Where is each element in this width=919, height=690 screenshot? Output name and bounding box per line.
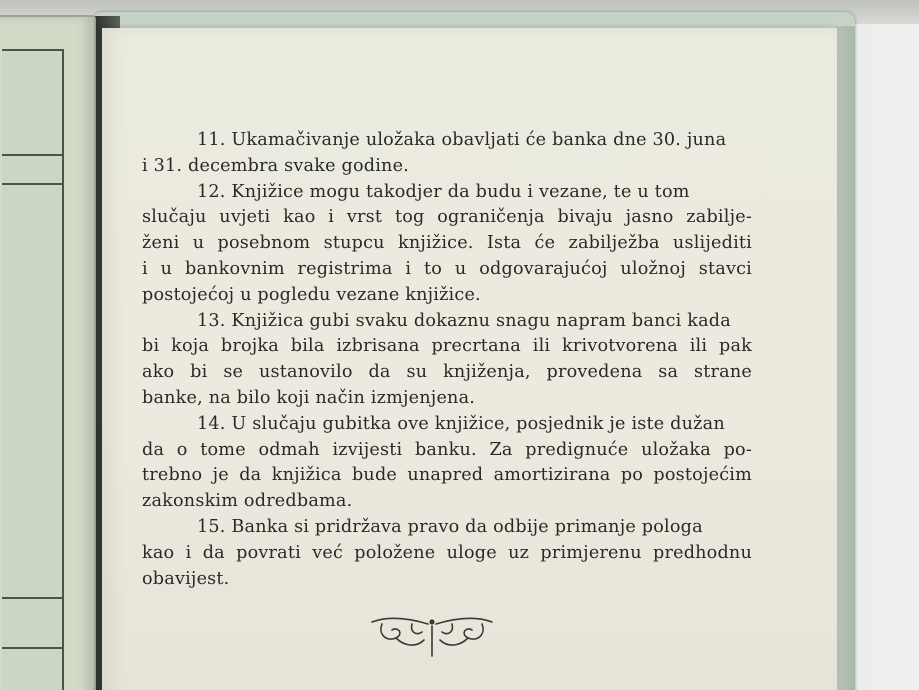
text-line: slučaju uvjeti kao i vrst tog ograničenja bivaju jasno zabilje- [142,207,752,228]
left-page-rule [2,183,62,185]
text-line: kao i da povrati već položene uloge uz primjerenu predhodnu [142,542,752,563]
paragraph-11 [142,128,752,180]
left-page-ruled-box [2,49,64,690]
text-line: zakonskim odredbama. [142,491,353,512]
text-line: 12. Knjižice mogu takodjer da budu i vezane, te u tom [197,181,690,202]
text-line: ženi u posebnom stupcu knjižice. Ista će zabilježba uslijediti [142,233,752,254]
left-page-rule [2,597,62,599]
paragraph-12 [142,180,752,309]
text-line: 13. Knjižica gubi svaku dokaznu snagu napram banci kada [197,310,731,331]
text-line: ako bi se ustanovilo da su knjiženja, provedena sa strane [142,362,752,383]
text-line: bi koja brojka bila izbrisana precrtana ili krivotvorena ili pak [142,336,752,357]
text-line: banke, na bilo koji način izmjenjena. [142,387,476,408]
paragraph-14 [142,412,752,515]
text-line: 11. Ukamačivanje uložaka obavljati će banka dne 30. juna [197,130,727,150]
left-page-rule [2,154,62,156]
paragraph-15 [142,515,752,592]
text-line: 15. Banka si pridržava pravo da odbije primanje pologa [197,516,703,537]
left-page [0,15,96,690]
text-line: trebno je da knjižica bude unapred amortizirana po postojećim [142,465,752,486]
text-line: da o tome odmah izvijesti banku. Za predignuće uložaka po- [142,439,752,460]
text-line: i u bankovnim registrima i to u odgovarajućoj uložnoj stavci [142,258,752,279]
text-line: postojećoj u pogledu vezane knjižice. [142,284,481,305]
decorative-ornament-icon [368,612,496,660]
left-page-rule [2,647,62,649]
text-line: i 31. decembra svake godine. [142,155,409,176]
page-text [142,128,752,592]
text-line: obavijest. [142,568,230,589]
cover-edge [835,26,855,690]
paragraph-13 [142,309,752,412]
text-line: 14. U slučaju gubitka ove knjižice, posjednik je iste dužan [197,413,725,434]
